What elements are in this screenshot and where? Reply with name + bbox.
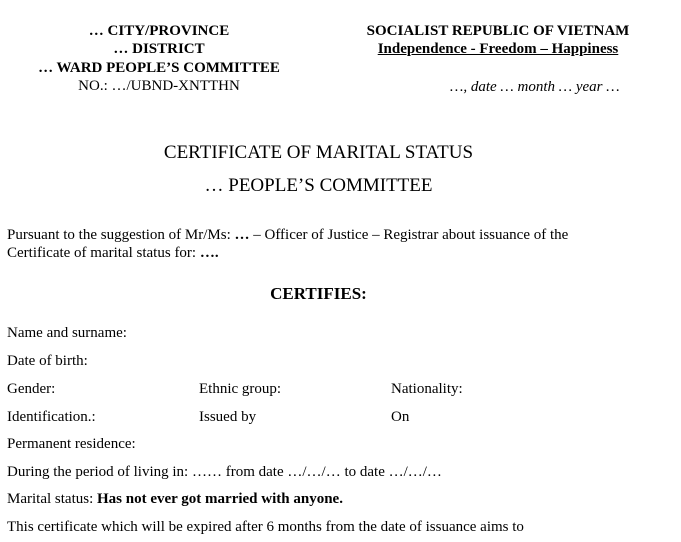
issue-date: …, date … month … year … — [450, 79, 620, 95]
certifies-heading: CERTIFIES: — [270, 284, 367, 303]
dob-field-label: Date of birth: — [7, 353, 88, 369]
issued-on-label: On — [391, 409, 410, 425]
document-number: NO.: …/UBND-XNTTHN — [78, 78, 240, 94]
marital-status-line: Marital status: Has not ever got married with anyone. — [7, 491, 343, 507]
certificate-title: CERTIFICATE OF MARITAL STATUS — [163, 142, 474, 163]
header-ward-committee: … WARD PEOPLE’S COMMITTEE — [38, 60, 280, 76]
header-city-province: … CITY/PROVINCE — [88, 23, 230, 39]
name-field-label: Name and surname: — [7, 325, 127, 341]
preamble-line-2: Certificate of marital status for: …. — [7, 245, 219, 261]
issued-by-label: Issued by — [199, 409, 257, 425]
gender-field-label: Gender: — [7, 381, 56, 397]
ethnic-group-label: Ethnic group: — [199, 381, 282, 397]
national-motto: Independence - Freedom – Happiness — [377, 41, 619, 57]
committee-title: … PEOPLE’S COMMITTEE — [204, 175, 433, 196]
country-name: SOCIALIST REPUBLIC OF VIETNAM — [366, 23, 630, 39]
identification-label: Identification.: — [7, 409, 96, 425]
preamble-line-1: Pursuant to the suggestion of Mr/Ms: … – Officer of Justice – Registrar about issuance of the — [7, 227, 569, 243]
nationality-label: Nationality: — [391, 381, 463, 397]
header-district: … DISTRICT — [113, 41, 205, 57]
living-period-line: During the period of living in: …… from date …/…/… to date …/…/… — [7, 464, 442, 480]
residence-label: Permanent residence: — [7, 436, 136, 452]
expiry-line: This certificate which will be expired after 6 months from the date of issuance aims to — [7, 519, 524, 535]
